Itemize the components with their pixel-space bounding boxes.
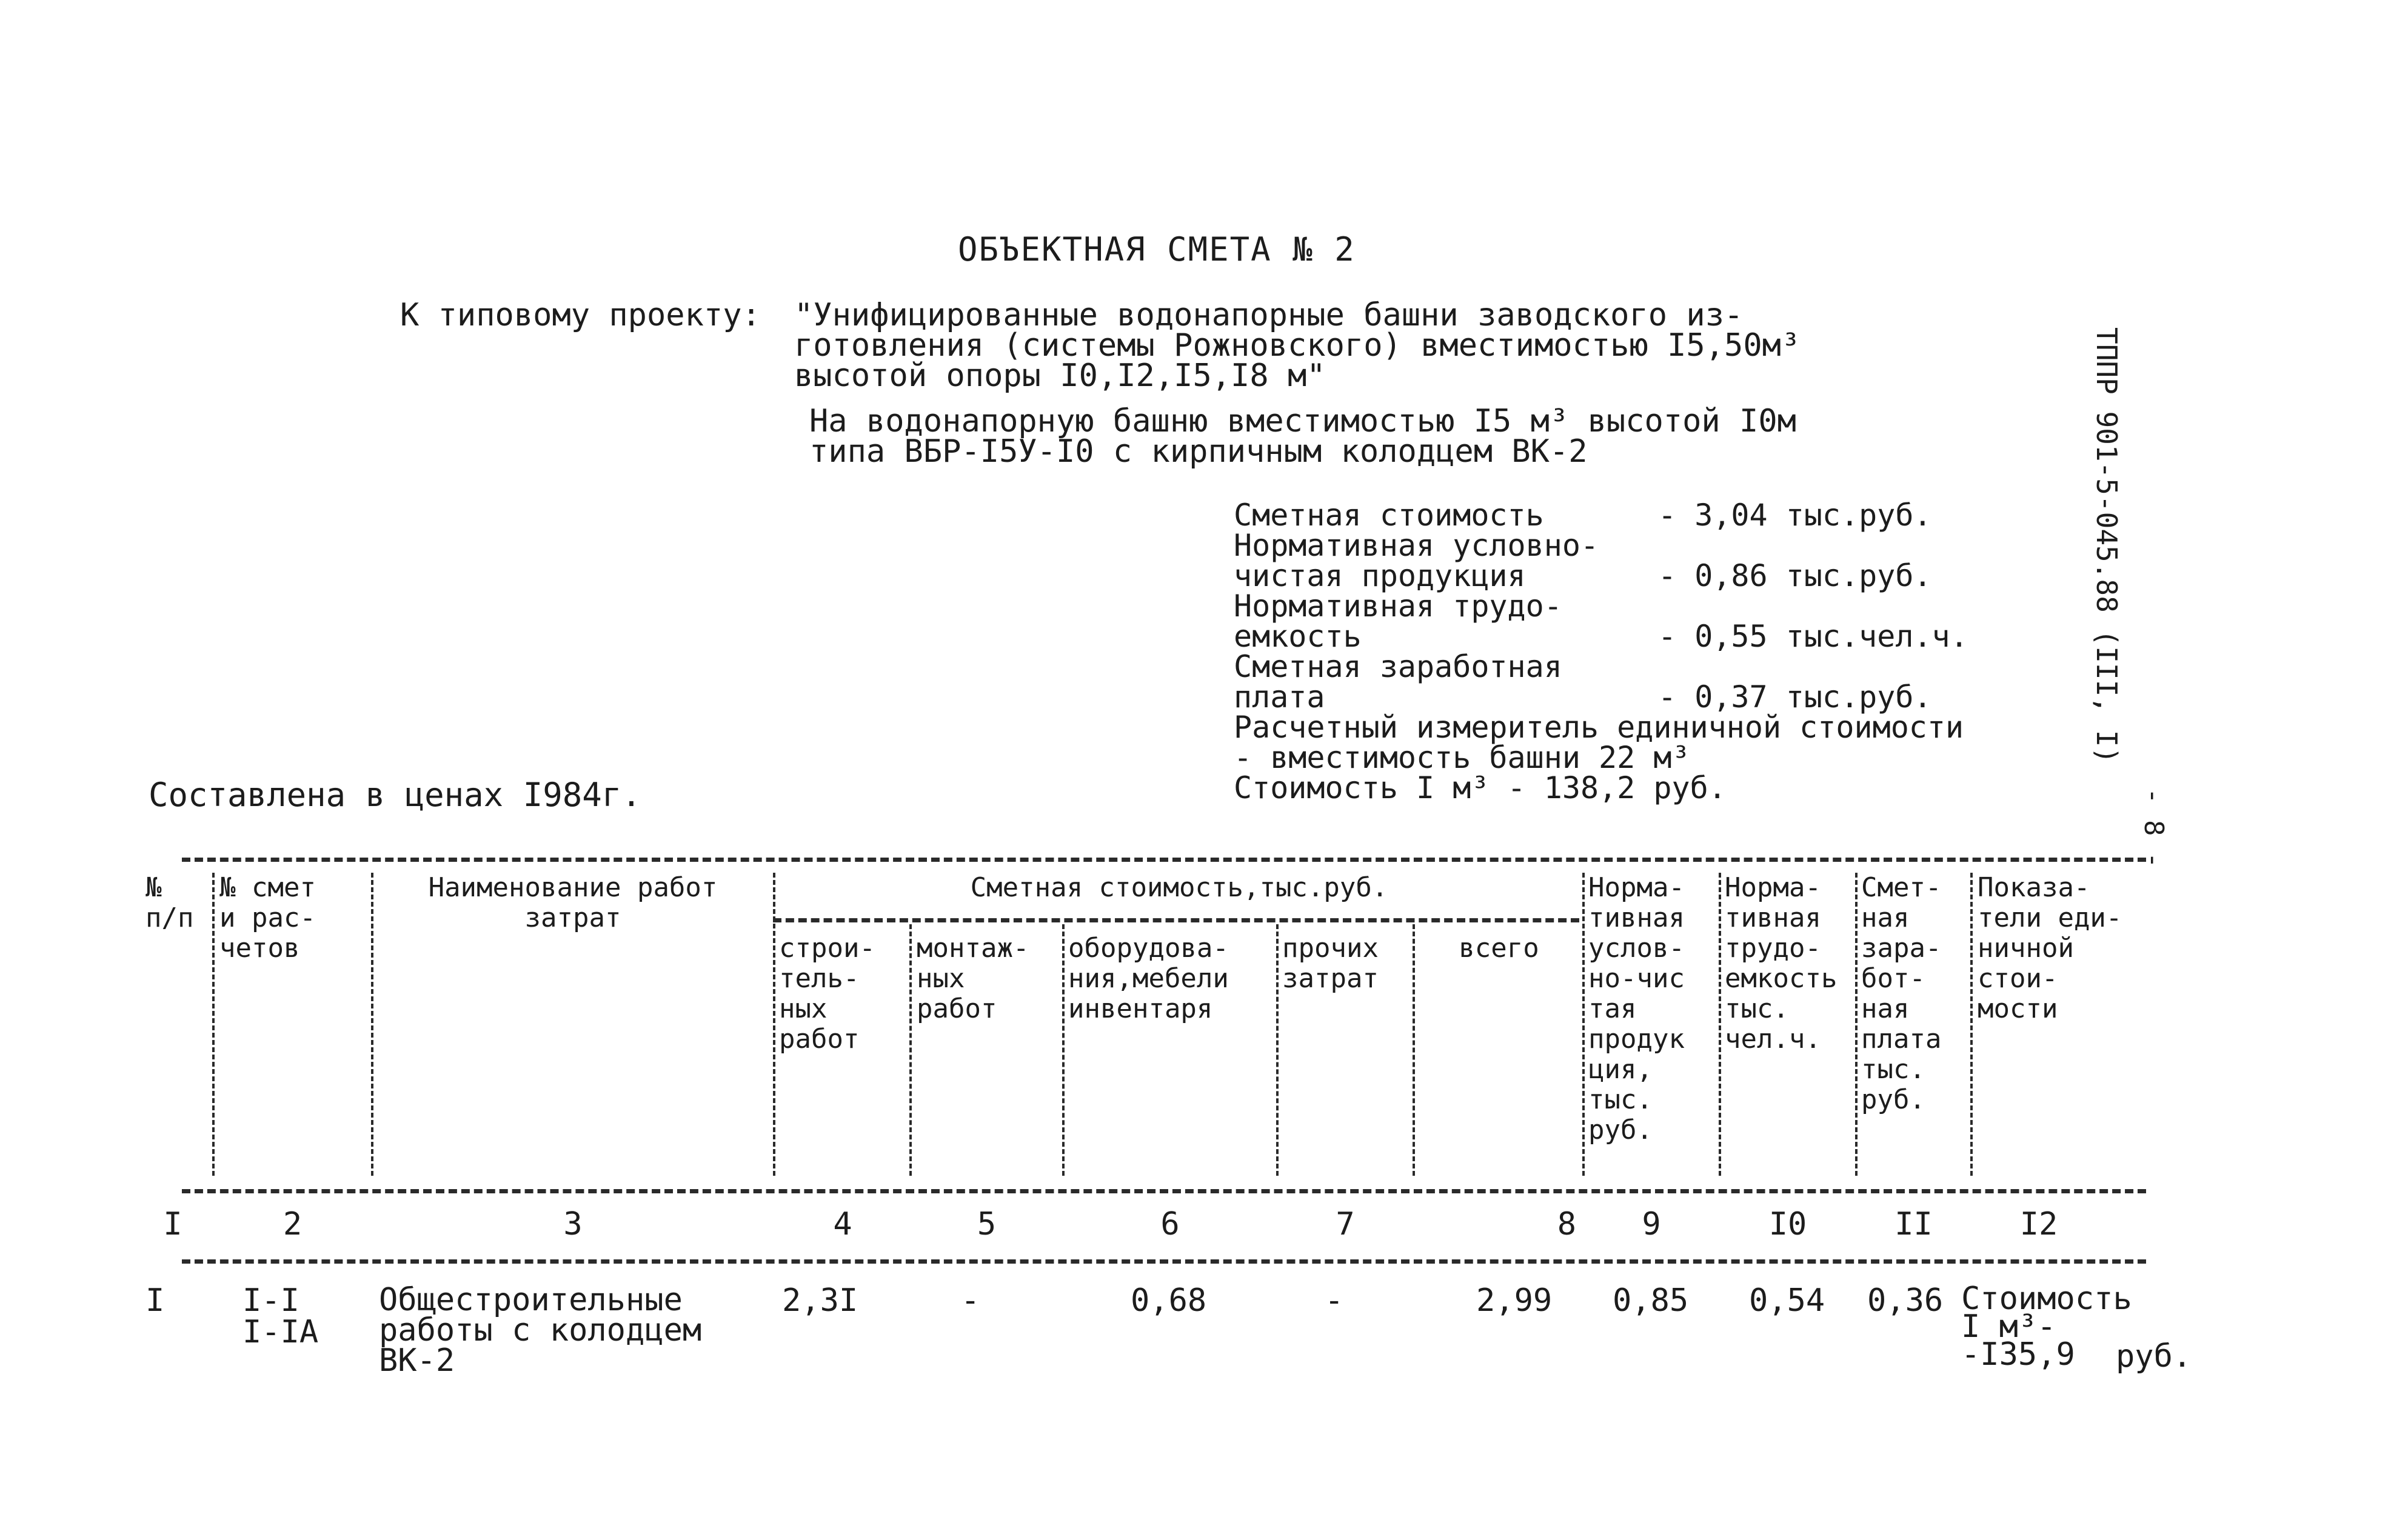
header-text: тыс.	[1588, 1084, 1653, 1115]
document-title: ОБЪЕКТНАЯ СМЕТА № 2	[958, 230, 1356, 268]
normative-product-value: - 0,86 тыс.руб.	[1658, 558, 1932, 593]
header-text: и рас-	[219, 902, 316, 933]
subject-line: типа ВБР-I5У-I0 с кирпичным колодцем ВК-2	[809, 433, 1588, 470]
header-c3	[379, 873, 767, 933]
column-number: 4	[833, 1206, 852, 1242]
header-text: затрат	[524, 902, 621, 933]
header-c12	[1978, 873, 2122, 1024]
col-separator	[909, 924, 912, 1176]
header-text: Норма-	[1588, 872, 1685, 903]
header-text: услов-	[1588, 933, 1685, 964]
normative-product-label: чистая продукция	[1234, 558, 1526, 593]
estimated-cost-value: - 3,04 тыс.руб.	[1658, 498, 1932, 533]
header-text: руб.	[1861, 1084, 1925, 1115]
header-c10	[1725, 873, 1837, 1055]
header-text: продук	[1588, 1024, 1685, 1055]
header-text: тивная	[1588, 902, 1685, 933]
header-text: ция,	[1588, 1054, 1653, 1085]
header-c5	[917, 933, 1029, 1024]
header-text: ных	[779, 993, 828, 1024]
header-bottom-rule	[182, 1189, 2146, 1193]
header-group: Сметная стоимость,тыс.руб.	[970, 872, 1388, 903]
col-separator	[212, 873, 215, 1176]
project-label: К типовому проекту:	[400, 297, 761, 333]
header-text: емкость	[1725, 963, 1838, 994]
header-text: работ	[917, 993, 997, 1024]
column-number: 7	[1336, 1206, 1355, 1242]
header-text: плата	[1861, 1024, 1942, 1055]
row-indicator	[1961, 1281, 2132, 1373]
labor-label: Нормативная трудо-	[1234, 588, 1562, 624]
header-text: Показа-	[1978, 872, 2090, 903]
subject-description	[809, 403, 1796, 470]
header-text: инвентаря	[1068, 993, 1213, 1024]
header-text: ная	[1861, 902, 1910, 933]
col-separator	[773, 873, 775, 1176]
meter-line: Расчетный измеритель единичной стоимости	[1234, 710, 1964, 745]
column-number: I	[163, 1206, 182, 1242]
header-text: тыс.	[1861, 1054, 1925, 1085]
column-number: 9	[1642, 1206, 1661, 1242]
header-text: трудо-	[1725, 933, 1821, 964]
project-line: высотой опоры I0,I2,I5,I8 м"	[794, 358, 1326, 394]
header-text: всего	[1459, 933, 1539, 964]
row-name-line: ВК-2	[379, 1342, 455, 1379]
project-line: готовления (системы Рожновского) вместимостью I5,50м³	[794, 327, 1801, 364]
header-text: оборудова-	[1068, 933, 1229, 964]
col-separator	[1855, 873, 1858, 1176]
table-top-rule	[182, 858, 2146, 862]
column-number: I2	[2019, 1206, 2058, 1242]
header-text: №	[145, 872, 162, 903]
header-text: ная	[1861, 993, 1910, 1024]
wages-label: плата	[1234, 679, 1325, 715]
header-c6	[1068, 933, 1229, 1024]
col-separator	[1276, 924, 1279, 1176]
labor-label: емкость	[1234, 619, 1362, 654]
project-line: "Унифицированные водонапорные башни заводского из-	[794, 297, 1744, 333]
estimated-cost-label: Сметная стоимость	[1234, 498, 1544, 533]
row-equipment: 0,68	[1131, 1282, 1207, 1319]
row-code: I-IA	[242, 1314, 319, 1350]
header-c2	[219, 873, 316, 964]
header-text: но-чис	[1588, 963, 1685, 994]
header-text: чел.ч.	[1725, 1024, 1821, 1055]
header-text: тыс.	[1725, 993, 1789, 1024]
col-separator	[1413, 924, 1415, 1176]
indicator-line: I м³-	[1961, 1308, 2056, 1345]
column-number: II	[1894, 1206, 1933, 1242]
row-name-line: Общестроительные	[379, 1282, 683, 1318]
header-c8	[1419, 933, 1579, 964]
header-text: ничной	[1978, 933, 2074, 964]
group-sub-rule	[773, 918, 1579, 922]
header-text: ния,мебели	[1068, 963, 1229, 994]
unit-cost-line: Стоимость I м³ - 138,2 руб.	[1234, 770, 1727, 805]
project-description	[794, 297, 1801, 394]
column-number: I0	[1768, 1206, 1807, 1242]
header-text: п/п	[145, 902, 194, 933]
header-c4	[779, 933, 875, 1055]
col-separator	[371, 873, 373, 1176]
meter-line: - вместимость башни 22 м³	[1234, 740, 1690, 775]
row-installation: -	[961, 1282, 980, 1319]
row-code: I-I	[242, 1282, 299, 1319]
col-separator	[1719, 873, 1721, 1176]
column-number: 3	[563, 1206, 583, 1242]
normative-product-label: Нормативная условно-	[1234, 528, 1599, 563]
col-separator	[1062, 924, 1065, 1176]
indicator-line: -I35,9	[1961, 1336, 2075, 1373]
row-labor: 0,54	[1749, 1282, 1825, 1319]
header-text: четов	[219, 933, 300, 964]
header-text: Смет-	[1861, 872, 1942, 903]
header-c1	[145, 873, 193, 933]
header-text: прочих	[1282, 933, 1379, 964]
side-code: ТППР 901-5-045.88 (III, I)	[2090, 327, 2123, 764]
header-c7	[1282, 933, 1379, 994]
header-text: № смет	[219, 872, 316, 903]
header-text: зара-	[1861, 933, 1942, 964]
column-number: 2	[283, 1206, 303, 1242]
header-text: Норма-	[1725, 872, 1821, 903]
header-text: тель-	[779, 963, 860, 994]
row-construction: 2,3I	[782, 1282, 858, 1319]
header-text: тивная	[1725, 902, 1821, 933]
header-text: тели еди-	[1978, 902, 2122, 933]
header-text: Наименование работ	[428, 872, 718, 903]
header-text: затрат	[1282, 963, 1379, 994]
col-separator	[1970, 873, 1973, 1176]
wages-label: Сметная заработная	[1234, 649, 1562, 684]
column-number: 5	[977, 1206, 997, 1242]
row-norm-product: 0,85	[1613, 1282, 1689, 1319]
header-c11	[1861, 873, 1941, 1115]
subject-line: На водонапорную башню вместимостью I5 м³ высотой I0м	[809, 403, 1796, 439]
column-number: 8	[1557, 1206, 1576, 1242]
prices-note: Составлена в ценах I984г.	[149, 776, 641, 814]
row-wages: 0,36	[1867, 1282, 1944, 1319]
wages-value: - 0,37 тыс.руб.	[1658, 679, 1932, 715]
header-text: ных	[917, 963, 965, 994]
indicator-unit: руб.	[2116, 1338, 2192, 1375]
row-other: -	[1325, 1282, 1344, 1319]
column-numbers-rule	[182, 1259, 2146, 1264]
page-number: - 8 -	[2138, 788, 2169, 868]
header-text: бот-	[1861, 963, 1925, 994]
labor-value: - 0,55 тыс.чел.ч.	[1658, 619, 1968, 654]
header-text: руб.	[1588, 1115, 1653, 1145]
header-text: монтаж-	[917, 933, 1029, 964]
header-text: мости	[1978, 993, 2058, 1024]
indicator-line: Стоимость	[1961, 1281, 2132, 1317]
header-text: стои-	[1978, 963, 2058, 994]
header-c9	[1588, 873, 1685, 1145]
header-text: строи-	[779, 933, 875, 964]
column-number: 6	[1160, 1206, 1180, 1242]
row-codes	[242, 1282, 319, 1350]
col-separator	[1582, 873, 1585, 1176]
header-text: тая	[1588, 993, 1637, 1024]
row-name	[379, 1282, 702, 1379]
row-num: I	[145, 1282, 165, 1319]
row-name-line: работы с колодцем	[379, 1312, 702, 1348]
row-total: 2,99	[1476, 1282, 1553, 1319]
header-text: работ	[779, 1024, 860, 1055]
